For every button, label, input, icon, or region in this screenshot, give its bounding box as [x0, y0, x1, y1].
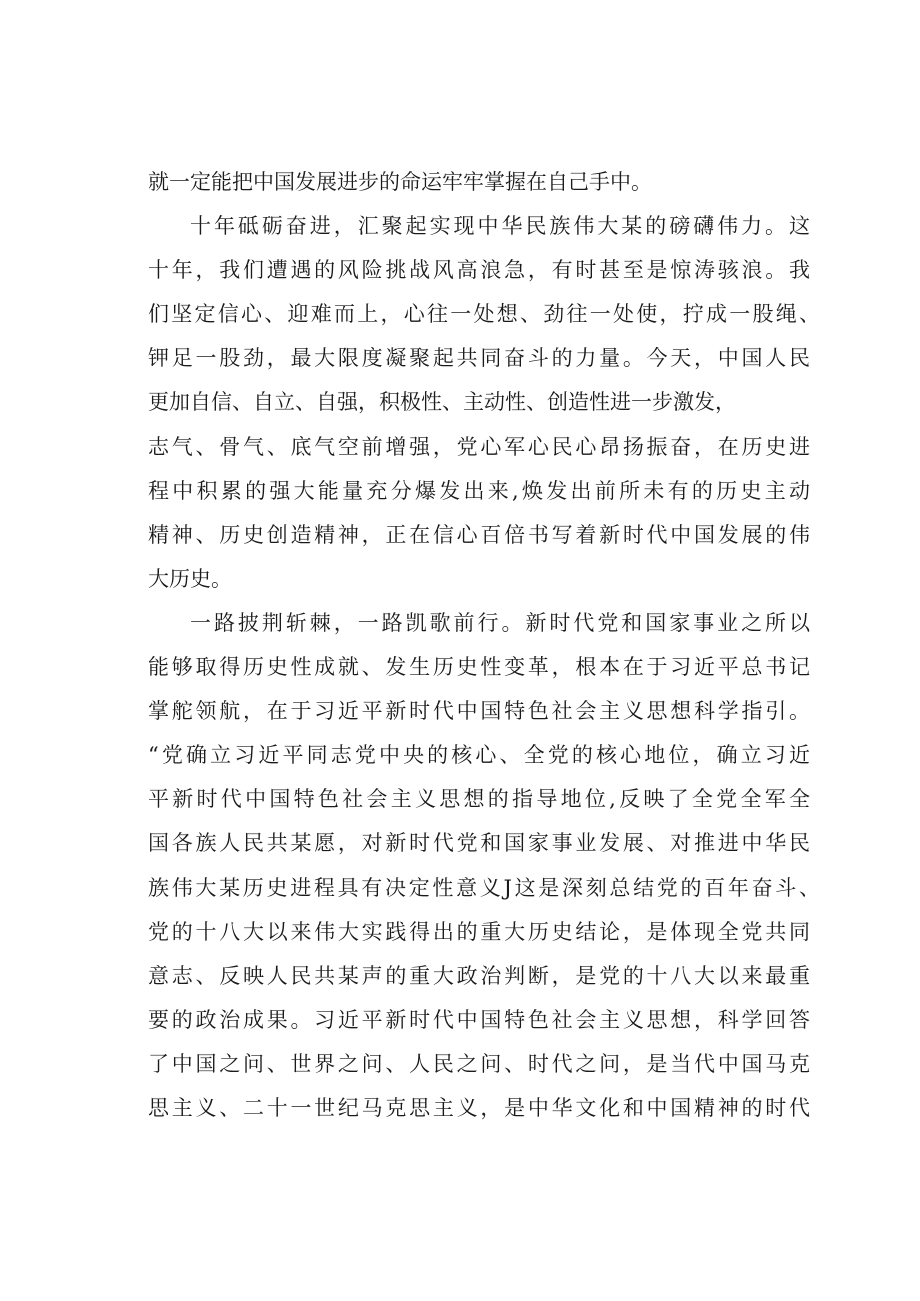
text-line: 们坚定信心、迎难而上，心往一处想、劲往一处使，拧成一股绳、 — [148, 302, 820, 327]
text-line: 了中国之问、世界之问、人民之问、时代之问，是当代中国马克 — [148, 1051, 810, 1076]
text-line: 一路披荆斩棘，一路凯歌前行。新时代党和国家事业之所以 — [190, 610, 810, 635]
text-line: 能够取得历史性成就、发生历史性变革，根本在于习近平总书记 — [148, 655, 810, 680]
text-line: 要的政治成果。习近平新时代中国特色社会主义思想，科学回答 — [148, 1007, 810, 1032]
text-line: 更加自信、自立、自强，积极性、主动性、创造性进一步激发， — [148, 390, 736, 415]
document-body — [148, 160, 828, 1130]
text-line: 十年砥砺奋进，汇聚起实现中华民族伟大某的磅礴伟力。这 — [190, 214, 810, 239]
text-line: 十年，我们遭遇的风险挑战风高浪急，有时甚至是惊涛骇浪。我 — [148, 258, 810, 283]
text-line: 钾足一股劲，最大限度凝聚起共同奋斗的力量。今天，中国人民 — [148, 346, 810, 371]
text-line: 就一定能把中国发展进步的命运牢牢掌握在自己手中。 — [148, 170, 652, 194]
text-line: 大历史。 — [148, 566, 232, 591]
text-line: 思主义、二十一世纪马克思主义，是中华文化和中国精神的时代 — [148, 1095, 810, 1120]
text-line: 掌舵领航，在于习近平新时代中国特色社会主义思想科学指引。 — [148, 699, 810, 724]
text-line: 精神、历史创造精神，正在信心百倍书写着新时代中国发展的伟 — [148, 522, 810, 547]
text-line: 族伟大某历史进程具有决定性意义J这是深刻总结党的百年奋斗、 — [148, 875, 820, 900]
text-line: “党确立习近平同志党中央的核心、全党的核心地位，确立习近 — [148, 743, 810, 768]
text-line: 志气、骨气、底气空前增强，党心军心民心昂扬振奋，在历史进 — [148, 434, 810, 459]
text-line: 程中积累的强大能量充分爆发出来,焕发出前所未有的历史主动 — [148, 478, 810, 503]
text-line: 国各族人民共某愿，对新时代党和国家事业发展、对推进中华民 — [148, 831, 810, 856]
text-line: 平新时代中国特色社会主义思想的指导地位,反映了全党全军全 — [148, 787, 810, 812]
text-line: 意志、反映人民共某声的重大政治判断，是党的十八大以来最重 — [148, 963, 810, 988]
text-line: 党的十八大以来伟大实践得出的重大历史结论，是体现全党共同 — [148, 919, 810, 944]
